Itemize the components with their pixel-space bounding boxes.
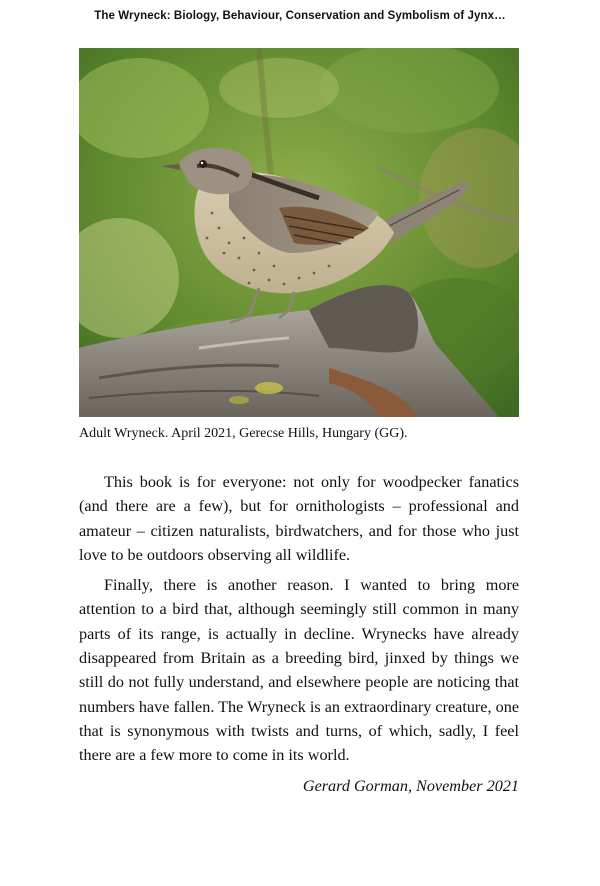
running-header: The Wryneck: Biology, Behaviour, Conservation and Symbolism of Jynx… [94, 10, 506, 22]
paragraph: Finally, there is another reason. I wanted to bring more attention to a bird that, although seemingly still common in many parts of its range, is actually in decline. Wrynecks have already disappeared from Britain as a breeding bird, jinxed by things we still do not fully understand, and elsewhere people are noticing that numbers have fallen. The Wryneck is an extraordinary creature, one that is synonymous with twists and turns, of which, sadly, I feel there are a few more to come in its world. [79, 576, 519, 765]
author-signature: Gerard Gorman, November 2021 [302, 776, 519, 795]
photo-caption: Adult Wryneck. April 2021, Gerecse Hills, Hungary (GG). [79, 426, 408, 441]
body-text [79, 470, 519, 798]
wryneck-photo [79, 48, 519, 417]
paragraph: This book is for everyone: not only for woodpecker fanatics (and there are a few), but for ornithologists – professional and amateur – citizen naturalists, birdwatchers, and for those who just love to be outdoors observing all wildlife. [79, 473, 519, 564]
